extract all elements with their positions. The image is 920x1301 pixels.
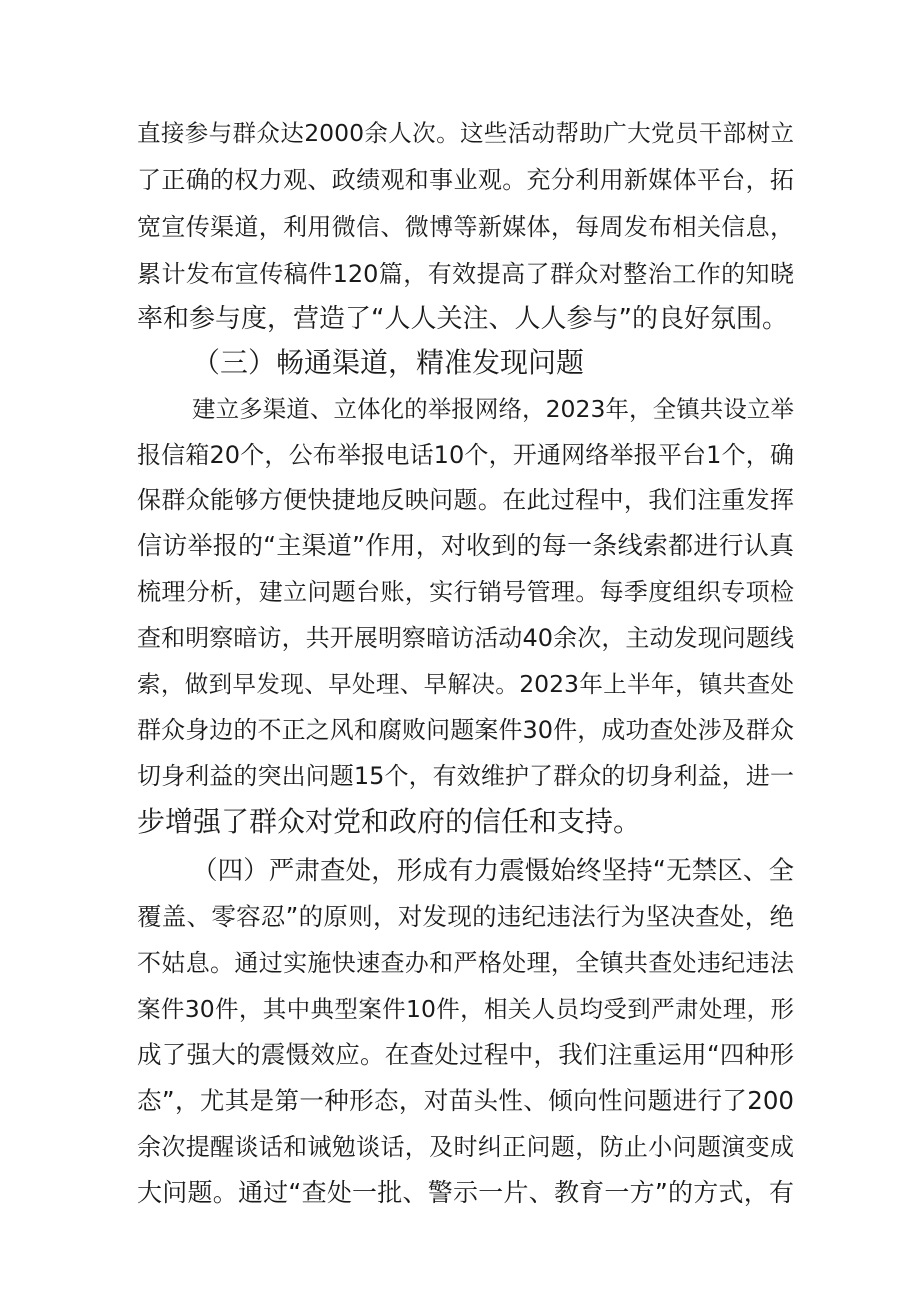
text-line: 保群众能够方便快捷地反映问题。在此过程中，我们注重发挥	[137, 486, 794, 514]
text-line: 案件30件，其中典型案件10件，相关人员均受到严肃处理，形	[137, 995, 794, 1023]
text-line: 成了强大的震慑效应。在查处过程中，我们注重运用“四种形	[137, 1040, 794, 1069]
text-line: 索，做到早发现、早处理、早解决。2023年上半年，镇共查处	[137, 670, 794, 698]
text-line: 态”，尤其是第一种形态，对苗头性、倾向性问题进行了200	[137, 1086, 794, 1115]
heading-text: （三）畅通渠道，精准发现问题	[192, 346, 585, 379]
text-line: 步增强了群众对党和政府的信任和支持。	[137, 805, 642, 838]
text-line: 了正确的权力观、政绩观和事业观。充分利用新媒体平台，拓	[137, 166, 794, 194]
text-line: 直接参与群众达2000余人次。这些活动帮助广大党员干部树立	[137, 119, 794, 147]
text-line: 梳理分析，建立问题台账，实行销号管理。每季度组织专项检	[137, 578, 794, 606]
text-line: 余次提醒谈话和诫勉谈话，及时纠正问题，防止小问题演变成	[137, 1133, 794, 1161]
text-line: 建立多渠道、立体化的举报网络，2023年，全镇共设立举	[192, 395, 794, 423]
text-line: 率和参与度，营造了“人人关注、人人参与”的良好氛围。	[137, 304, 788, 334]
text-line: 累计发布宣传稿件120篇，有效提高了群众对整治工作的知晓	[137, 260, 794, 288]
text-line: 群众身边的不正之风和腐败问题案件30件，成功查处涉及群众	[137, 716, 794, 744]
text-line: 大问题。通过“查处一批、警示一片、教育一方”的方式，有	[137, 1178, 794, 1207]
text-line: 宽宣传渠道，利用微信、微博等新媒体，每周发布相关信息，	[137, 213, 794, 241]
text-line: 信访举报的“主渠道”作用，对收到的每一条线索都进行认真	[137, 531, 794, 560]
text-line: 覆盖、零容忍”的原则，对发现的违纪违法行为坚决查处，绝	[137, 902, 794, 931]
text-line: 查和明察暗访，共开展明察暗访活动40余次，主动发现问题线	[137, 624, 794, 652]
text-line: 报信箱20个，公布举报电话10个，开通网络举报平台1个，确	[137, 441, 794, 469]
text-line: 切身利益的突出问题15个，有效维护了群众的切身利益，进一	[137, 762, 794, 790]
text-line: （四）严肃查处，形成有力震慑始终坚持“无禁区、全	[192, 856, 794, 886]
text-line: 不姑息。通过实施快速查办和严格处理，全镇共查处违纪违法	[137, 949, 794, 977]
